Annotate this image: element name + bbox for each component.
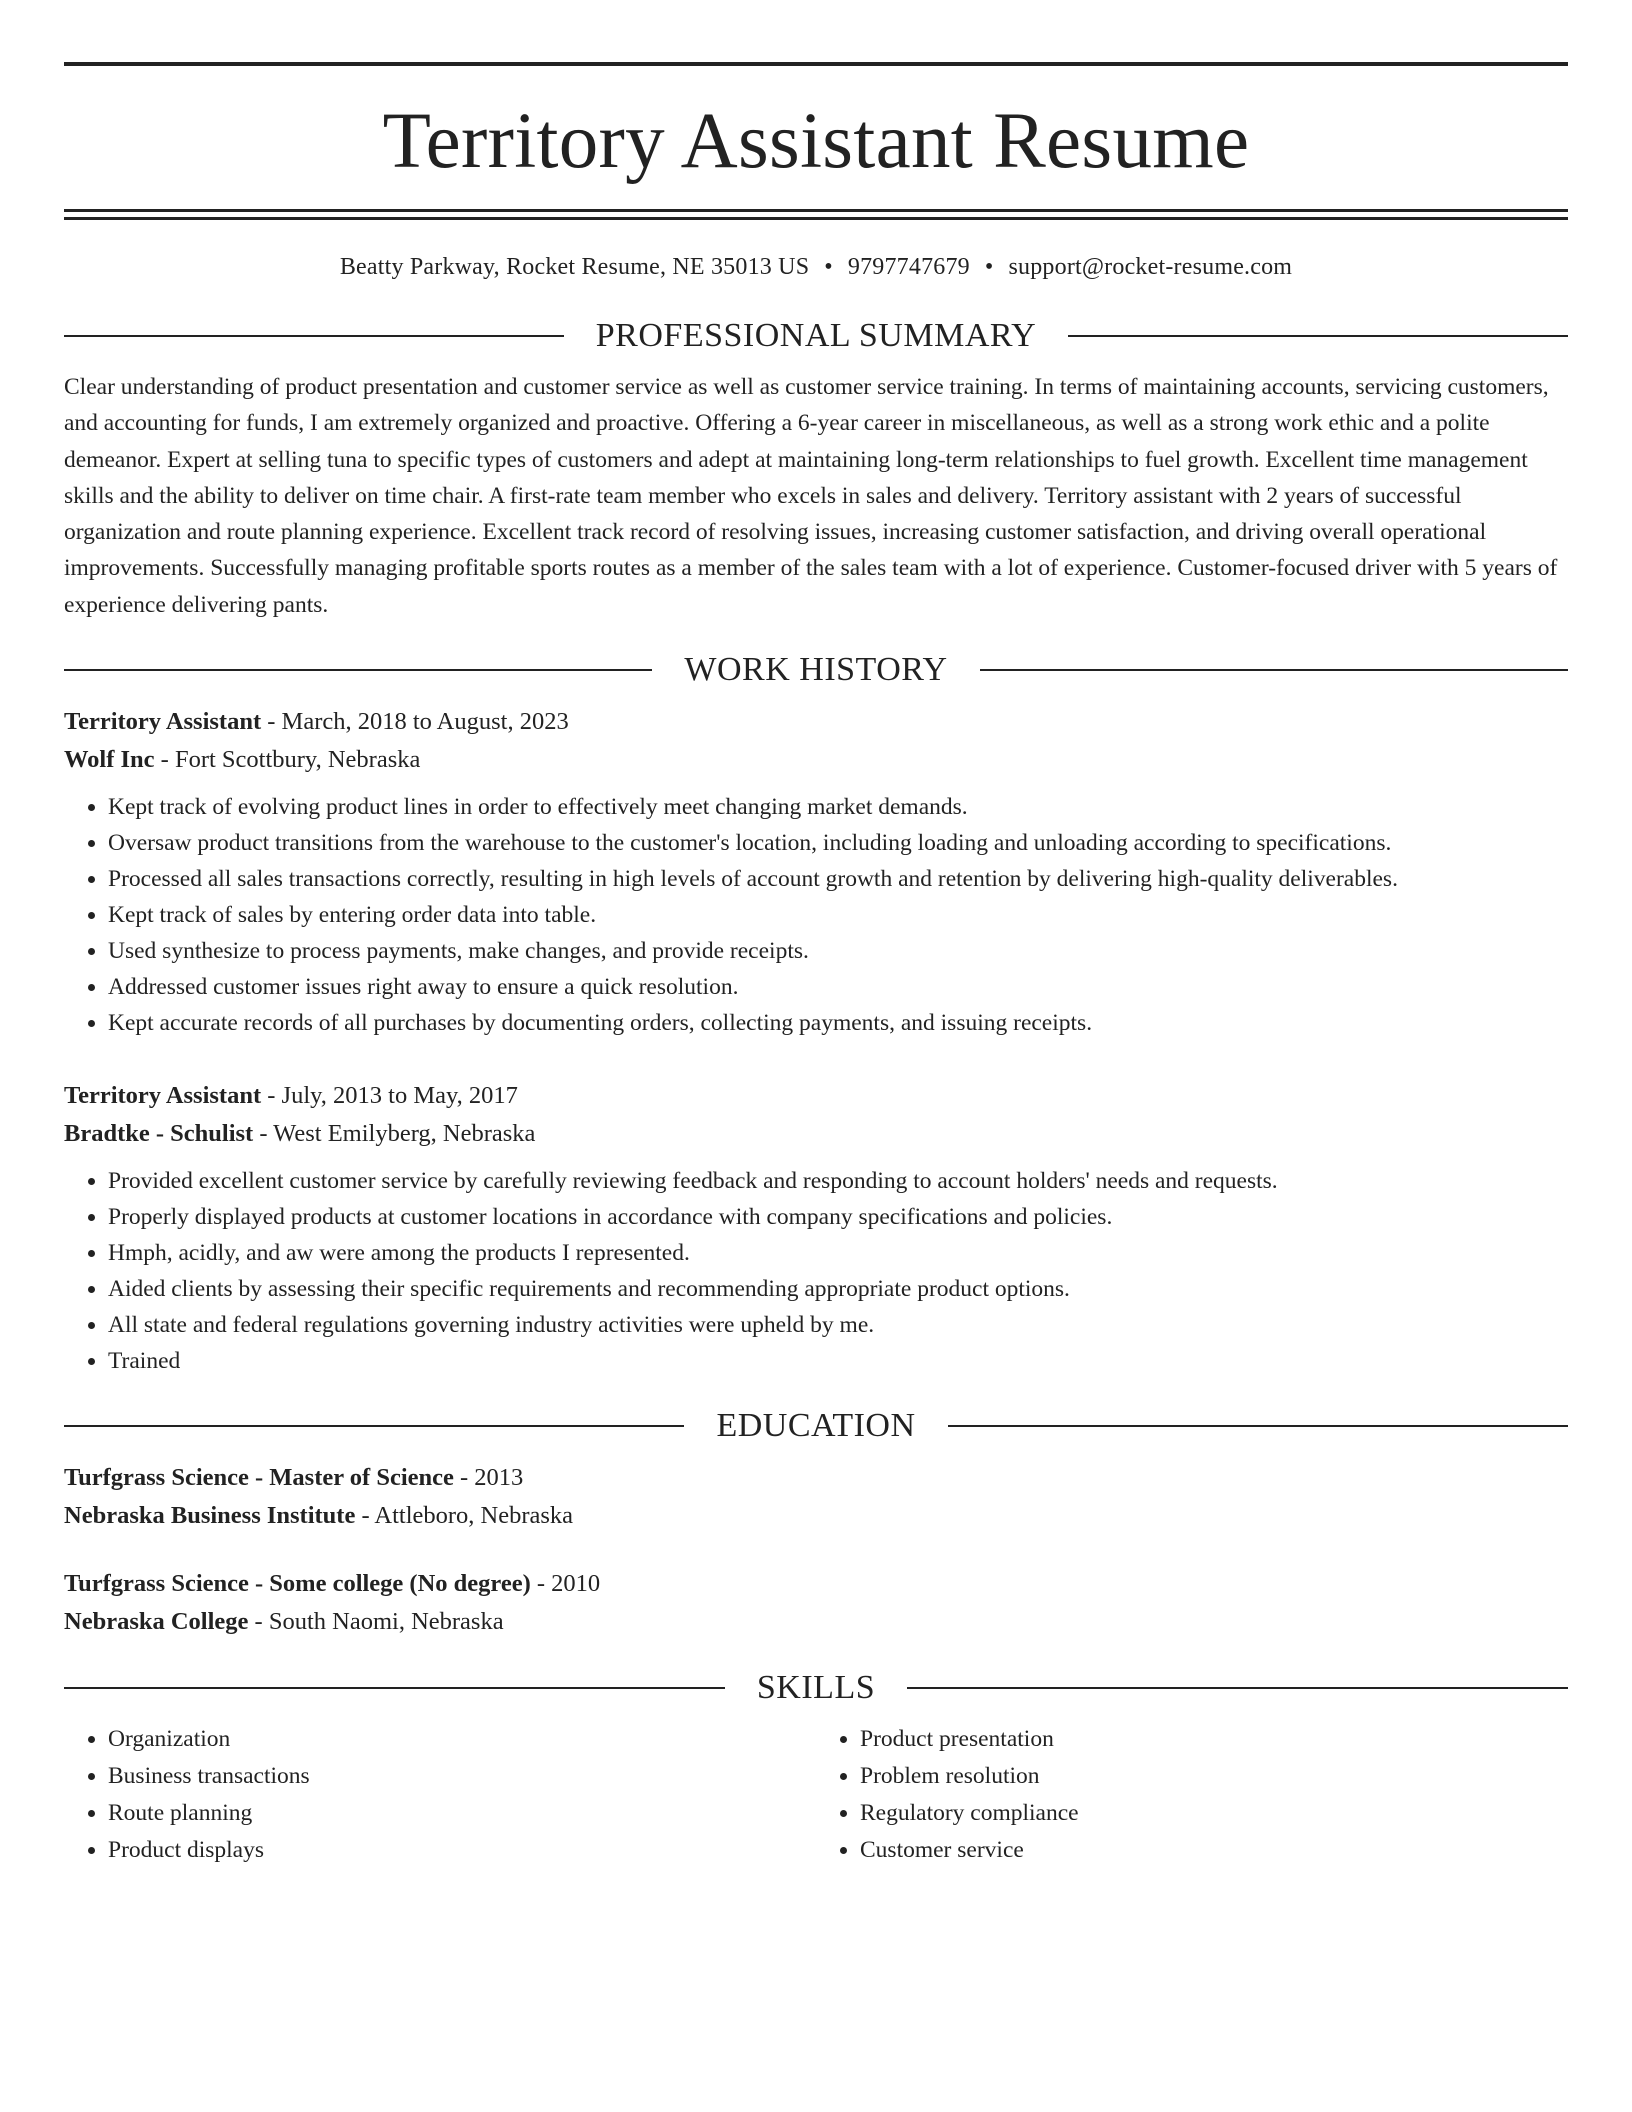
education-school: Nebraska Business Institute xyxy=(64,1502,356,1530)
skill-item: • Product displays xyxy=(108,1832,816,1869)
contact-separator: • xyxy=(824,254,833,280)
education-degree: Turfgrass Science - Some college (No degree) xyxy=(64,1570,531,1598)
job-location: - West Emilyberg, Nebraska xyxy=(253,1120,536,1148)
job-bullet: • Used synthesize to process payments, make changes, and provide receipts. xyxy=(108,933,1568,969)
job-bullet: • All state and federal regulations governing industry activities were upheld by me. xyxy=(108,1307,1568,1343)
job-bullets xyxy=(64,789,1568,1041)
section-rule-right xyxy=(948,1425,1568,1427)
skills-list-left xyxy=(64,1721,816,1869)
skills-list-right xyxy=(816,1721,1568,1869)
job-company-line xyxy=(64,741,1568,779)
job-bullets xyxy=(64,1163,1568,1379)
job-bullet: • Kept track of evolving product lines in order to effectively meet changing market demands. xyxy=(108,789,1568,825)
skill-item: • Organization xyxy=(108,1721,816,1758)
job-company: Wolf Inc xyxy=(64,746,155,774)
education-location: - Attleboro, Nebraska xyxy=(355,1502,574,1530)
contact-address: Beatty Parkway, Rocket Resume, NE 35013 US xyxy=(339,254,810,280)
job-company-line xyxy=(64,1115,1568,1153)
education-school-line xyxy=(64,1497,1568,1535)
skill-item: • Business transactions xyxy=(108,1758,816,1795)
skill-item: • Regulatory compliance xyxy=(860,1795,1568,1832)
job-bullet: • Provided excellent customer service by carefully reviewing feedback and responding to account holders' needs and requests. xyxy=(108,1163,1568,1199)
top-rule xyxy=(64,62,1568,66)
education-location: - South Naomi, Nebraska xyxy=(248,1608,504,1636)
skill-item: • Route planning xyxy=(108,1795,816,1832)
education-entry xyxy=(64,1459,1568,1535)
job-dates: - July, 2013 to May, 2017 xyxy=(261,1082,518,1110)
job-company: Bradtke - Schulist xyxy=(64,1120,254,1148)
education-school: Nebraska College xyxy=(64,1608,249,1636)
section-rule-left xyxy=(64,669,652,671)
section-title-work: WORK HISTORY xyxy=(684,651,948,689)
job-bullet: • Kept track of sales by entering order data into table. xyxy=(108,897,1568,933)
job-location: - Fort Scottbury, Nebraska xyxy=(154,746,421,774)
education-degree-line xyxy=(64,1459,1568,1497)
skill-item: • Product presentation xyxy=(860,1721,1568,1758)
skill-item: • Problem resolution xyxy=(860,1758,1568,1795)
job-dates: - March, 2018 to August, 2023 xyxy=(261,708,569,736)
skill-item: • Customer service xyxy=(860,1832,1568,1869)
job-title: Territory Assistant xyxy=(64,708,262,736)
job-title-line xyxy=(64,703,1568,741)
contact-phone: 9797747679 xyxy=(847,254,970,280)
job-bullet: • Hmph, acidly, and aw were among the products I represented. xyxy=(108,1235,1568,1271)
section-rule-right xyxy=(980,669,1568,671)
section-header-education xyxy=(64,1409,1568,1443)
contact-email: support@rocket-resume.com xyxy=(1008,254,1293,280)
job-bullet: • Kept accurate records of all purchases by documenting orders, collecting payments, and issuing receipts. xyxy=(108,1005,1568,1041)
contact-separator: • xyxy=(984,254,994,280)
section-title-summary: PROFESSIONAL SUMMARY xyxy=(595,317,1037,354)
double-rule xyxy=(64,209,1568,220)
summary-text: Clear understanding of product presentation and customer service as well as customer service training. In terms of maintaining accounts, servicing customers, and accounting for funds, I am extremely organized and proactive. Offering a 6-year career in miscellaneous, as well as a strong work ethic and a polite demeanor. Expert at selling tuna to specific types of customers and adept at maintaining long-term relationships to fuel growth. Excellent time management skills and the ability to deliver on time chair. A first-rate team member who excels in sales and delivery. Territory assistant with 2 years of successful organization and route planning experience. Excellent track record of resolving issues, increasing customer satisfaction, and driving overall operational improvements. Successfully managing profitable sports routes as a member of the sales team with a lot of experience. Customer-focused driver with 5 years of experience delivering pants. xyxy=(64,374,1558,618)
resume-title: Territory Assistant Resume xyxy=(382,98,1250,185)
education-year: - 2010 xyxy=(530,1570,601,1598)
skills-columns xyxy=(64,1721,1568,1869)
job-entry xyxy=(64,703,1568,1041)
job-bullet: • Aided clients by assessing their specific requirements and recommending appropriate product options. xyxy=(108,1271,1568,1307)
section-rule-left xyxy=(64,1425,684,1427)
section-rule-right xyxy=(907,1687,1568,1689)
education-degree: Turfgrass Science - Master of Science xyxy=(64,1464,454,1492)
section-rule-left xyxy=(64,335,564,337)
job-bullet: • Oversaw product transitions from the warehouse to the customer's location, including loading and unloading according to specifications. xyxy=(108,825,1568,861)
job-bullet: • Processed all sales transactions correctly, resulting in high levels of account growth and retention by delivering high-quality deliverables. xyxy=(108,861,1568,897)
education-school-line xyxy=(64,1603,1568,1641)
job-bullet: • Addressed customer issues right away to ensure a quick resolution. xyxy=(108,969,1568,1005)
contact-line xyxy=(64,254,1568,281)
job-entry xyxy=(64,1077,1568,1379)
job-title: Territory Assistant xyxy=(64,1082,262,1110)
section-title-skills: SKILLS xyxy=(756,1669,876,1707)
education-year: - 2013 xyxy=(453,1464,524,1492)
section-rule-left xyxy=(64,1687,725,1689)
job-title-line xyxy=(64,1077,1568,1115)
section-title-education: EDUCATION xyxy=(716,1407,916,1445)
section-header-work xyxy=(64,653,1568,687)
job-bullet: • Trained xyxy=(108,1343,1568,1379)
section-header-summary xyxy=(64,319,1568,353)
education-degree-line xyxy=(64,1565,1568,1603)
job-bullet: • Properly displayed products at customer locations in accordance with company specifications and policies. xyxy=(108,1199,1568,1235)
education-entry xyxy=(64,1565,1568,1641)
section-header-skills xyxy=(64,1671,1568,1705)
section-rule-right xyxy=(1068,335,1568,337)
